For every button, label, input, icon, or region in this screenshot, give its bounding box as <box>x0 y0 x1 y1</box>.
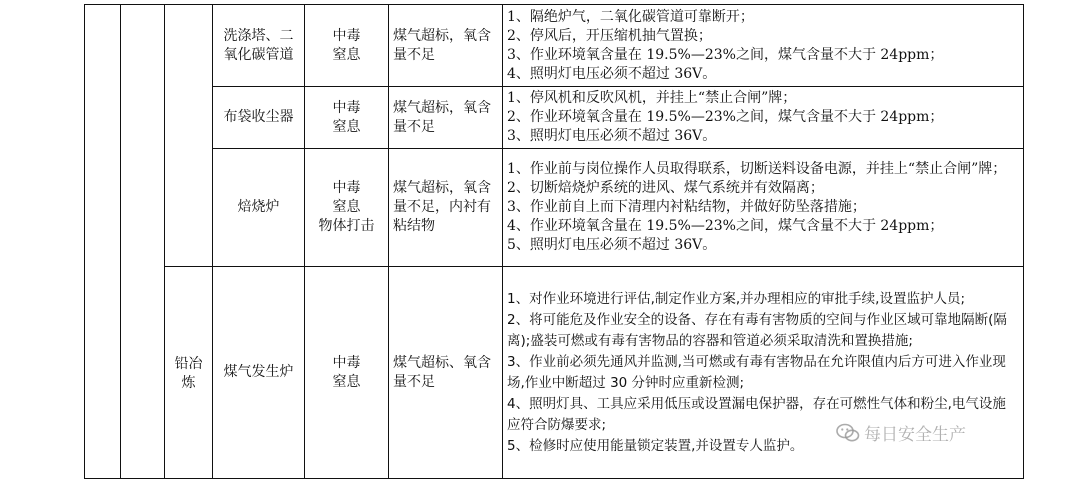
table-row <box>85 149 1024 267</box>
watermark <box>836 420 966 445</box>
measure-item: 1、隔绝炉气，二氧化碳管道可靠断开； <box>507 8 754 25</box>
measure-item: 2、将可能危及作业安全的设备、存在有毒有害物质的空间与作业区域可靠地隔断(隔离);盛装可燃或有毒有害物品的容器和管道必须采取清洗和置换措施; <box>507 311 1007 349</box>
cause-cell: 煤气超标，氧含量不足 <box>389 87 503 149</box>
measure-item: 2、切断焙烧炉系统的进风、煤气系统并有效隔离； <box>507 180 824 196</box>
equipment-cell: 焙烧炉 <box>213 149 305 267</box>
measure-item: 3、作业前必须先通风并监测,当可燃或有毒有害物品在允许限值内后方可进入作业现场,作业中断超过 30 分钟时应重新检测; <box>507 353 1006 391</box>
risk-cell: 中毒 窒息 <box>305 87 389 149</box>
risk-cell: 中毒 窒息 <box>305 267 389 479</box>
measures-cell <box>503 87 1024 149</box>
process-name-cell: 铅冶炼 <box>165 267 213 479</box>
measure-item: 5、照明灯电压必须不超过 36V。 <box>507 237 717 253</box>
equipment-cell: 煤气发生炉 <box>213 267 305 479</box>
cause-cell: 煤气超标，氧含量不足 <box>389 5 503 87</box>
measures-cell <box>503 5 1024 87</box>
risk-cell: 中毒 窒息 <box>305 5 389 87</box>
measure-item: 3、照明灯电压必须不超过 36V。 <box>507 128 717 144</box>
measures-cell <box>503 149 1024 267</box>
measure-item: 1、对作业环境进行评估,制定作业方案,并办理相应的审批手续,设置监护人员; <box>507 290 966 307</box>
measure-item: 1、作业前与岗位操作人员取得联系，切断送料设备电源，并挂上“禁止合闸”牌； <box>507 161 1007 177</box>
measure-item: 4、照明灯电压必须不超过 36V。 <box>507 65 717 82</box>
measure-item: 2、停风后，开压缩机抽气置换； <box>507 27 712 44</box>
measure-item: 5、检修时应使用能量锁定装置,并设置专人监护。 <box>507 437 804 454</box>
measure-item: 3、作业前自上而下清理内衬粘结物，并做好防坠落措施； <box>507 199 866 215</box>
equipment-cell: 布袋收尘器 <box>213 87 305 149</box>
equipment-cell: 洗涤塔、二氧化碳管道 <box>213 5 305 87</box>
category-cell <box>85 5 121 479</box>
table-row <box>85 267 1024 479</box>
cause-cell: 煤气超标，氧含量不足，内衬有粘结物 <box>389 149 503 267</box>
risk-cell: 中毒 窒息 物体打击 <box>305 149 389 267</box>
measures-cell <box>503 267 1024 479</box>
table-row <box>85 87 1024 149</box>
measure-item: 2、作业环境氧含量在 19.5%—23%之间，煤气含量不大于 24ppm； <box>507 109 944 125</box>
subcategory-cell <box>121 5 165 479</box>
process-cell <box>165 5 213 267</box>
measure-item: 4、作业环境氧含量在 19.5%—23%之间，煤气含量不大于 24ppm； <box>507 218 944 234</box>
watermark-text: 每日安全生产 <box>864 425 966 445</box>
measure-item: 4、照明灯具、工具应采用低压或设置漏电保护器，存在可燃性气体和粉尘,电气设施应符合防爆要求; <box>507 395 1006 433</box>
cause-cell: 煤气超标、氧含量不足 <box>389 267 503 479</box>
measure-item: 1、停风机和反吹风机，并挂上“禁止合闸”牌； <box>507 90 797 106</box>
safety-measures-table <box>84 4 1024 479</box>
measure-item: 3、作业环境氧含量在 19.5%—23%之间，煤气含量不大于 24ppm； <box>507 46 944 63</box>
table-row <box>85 5 1024 87</box>
wechat-icon <box>836 423 860 443</box>
